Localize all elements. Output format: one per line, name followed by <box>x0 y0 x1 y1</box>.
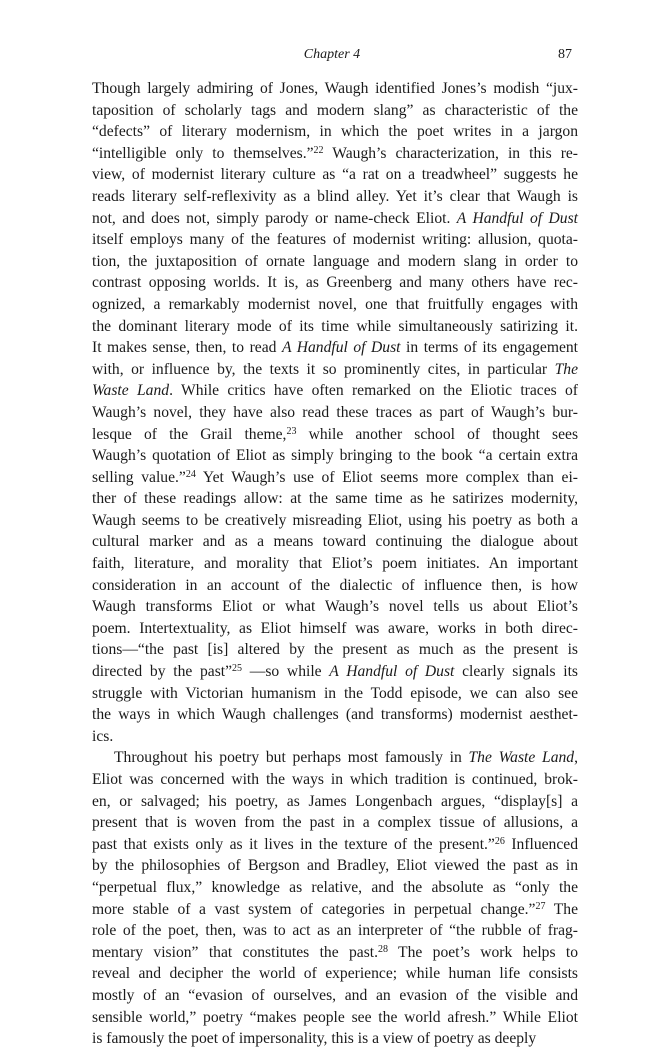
text-run: tions—“the past [is] altered by the present as much as the present is <box>92 641 578 659</box>
text-run: consideration in an account of the dialectic of influence then, is how <box>92 576 578 594</box>
text-run: reveal and decipher the world of experience; while human life consists <box>92 965 578 983</box>
text-line <box>92 812 578 834</box>
paragraph <box>92 747 578 1049</box>
text-line <box>92 661 578 683</box>
text-line <box>92 618 578 640</box>
text-line <box>92 251 578 273</box>
text-run: directed by the past” <box>92 663 233 681</box>
text-run: lesque of the Grail theme, <box>92 425 287 443</box>
text-run: Influenced <box>504 835 578 853</box>
text-run: “defects” of literary modernism, in which the poet writes in a jargon <box>92 123 578 141</box>
text-line <box>92 510 578 532</box>
paragraph <box>92 78 578 747</box>
text-line <box>92 294 578 316</box>
text-run: ther of these readings allow: at the same time as he satirizes modernity, <box>92 490 578 508</box>
text-run: Throughout his poetry but perhaps most famously in <box>114 749 469 767</box>
text-run: . While critics have often remarked on the Eliotic traces of <box>169 382 578 400</box>
text-line <box>92 488 578 510</box>
footnote-ref: 23 <box>286 425 297 437</box>
text-line <box>92 726 578 748</box>
text-line <box>92 683 578 705</box>
text-run: is famously the poet of impersonality, this is a view of poetry as deeply <box>92 1030 537 1048</box>
text-run: not, and does not, simply parody or name-check Eliot. <box>92 209 457 227</box>
text-line <box>92 402 578 424</box>
text-line <box>92 639 578 661</box>
text-run: Yet Waugh’s use of Eliot seems more complex than ei- <box>195 468 578 486</box>
text-line <box>92 899 578 921</box>
text-run: The poet’s work helps to <box>388 943 579 961</box>
text-line <box>92 877 578 899</box>
text-run: mostly of an “evasion of ourselves, and an evasion of the visible and <box>92 986 578 1004</box>
text-line <box>92 424 578 446</box>
text-run: present that is woven from the past in a complex tissue of allusions, a <box>92 814 578 832</box>
text-line <box>92 985 578 1007</box>
text-line <box>92 575 578 597</box>
text-line <box>92 747 578 769</box>
text-run: more stable of a vast system of categories in perpetual change.” <box>92 900 536 918</box>
text-run: Waugh’s quotation of Eliot as simply bringing to the book “a certain extra <box>92 447 578 465</box>
text-run: sensible world,” poetry “makes people see the world afresh.” While Eliot <box>92 1008 578 1026</box>
footnote-ref: 27 <box>535 900 546 912</box>
text-run: the dominant literary mode of its time while simultaneously satirizing it. <box>92 317 578 335</box>
text-run: past that exists only as it lives in the texture of the present.” <box>92 835 495 853</box>
text-line <box>92 704 578 726</box>
text-line <box>92 186 578 208</box>
text-line <box>92 164 578 186</box>
text-run: by the philosophies of Bergson and Bradley, Eliot viewed the past as in <box>92 857 578 875</box>
text-run: selling value.” <box>92 468 186 486</box>
text-run: contrast opposing worlds. It is, as Greenberg and many others have rec- <box>92 274 578 292</box>
text-line <box>92 359 578 381</box>
text-run: It makes sense, then, to read <box>92 339 282 357</box>
text-run: Waugh’s characterization, in this re- <box>323 144 578 162</box>
italic-title: The <box>554 360 578 378</box>
text-line <box>92 963 578 985</box>
text-line <box>92 920 578 942</box>
text-run: reads literary self-reflexivity as a blind alley. Yet it’s clear that Waugh is <box>92 187 578 205</box>
text-run: with, or influence by, the texts it so prominently cites, in particular <box>92 360 555 378</box>
italic-title: A Handful of Dust <box>281 339 401 357</box>
text-run: The <box>545 900 578 918</box>
text-run: clearly signals its <box>454 663 578 681</box>
text-run: cultural marker and as a means toward continuing the dialogue about <box>92 533 578 551</box>
text-line <box>92 1007 578 1029</box>
text-run: Waugh transforms Eliot or what Waugh’s novel tells us about Eliot’s <box>92 598 578 616</box>
text-run: —so while <box>242 663 330 681</box>
text-line <box>92 553 578 575</box>
text-run: , <box>574 749 578 767</box>
text-line <box>92 78 578 100</box>
footnote-ref: 25 <box>232 663 243 675</box>
italic-title: Waste Land <box>92 382 170 400</box>
text-run: “perpetual flux,” knowledge as relative, and the absolute as “only the <box>92 878 578 896</box>
text-run: tion, the juxtaposition of ornate language and modern slang in order to <box>92 252 578 270</box>
text-line <box>92 791 578 813</box>
italic-title: A Handful of Dust <box>456 209 578 227</box>
text-run: ics. <box>92 727 114 745</box>
text-run: Waugh’s novel, they have also read these traces as part of Waugh’s bur- <box>92 403 578 421</box>
text-run: ognized, a remarkably modernist novel, one that fruitfully engages with <box>92 295 578 313</box>
text-line <box>92 942 578 964</box>
text-line <box>92 272 578 294</box>
text-line <box>92 769 578 791</box>
text-run: Though largely admiring of Jones, Waugh identified Jones’s modish “jux- <box>92 80 578 97</box>
text-line <box>92 337 578 359</box>
text-run: Eliot was concerned with the ways in which tradition is continued, brok- <box>92 771 578 788</box>
italic-title: A Handful of Dust <box>329 663 455 681</box>
italic-title: The Waste Land <box>468 749 575 767</box>
text-line <box>92 1028 578 1050</box>
text-line <box>92 467 578 489</box>
text-line <box>92 380 578 402</box>
page-number: 87 <box>558 47 572 62</box>
footnote-ref: 28 <box>378 943 388 955</box>
body-text <box>92 78 578 1050</box>
text-run: mentary vision” that constitutes the past. <box>92 943 378 961</box>
text-run: struggle with Victorian humanism in the Todd episode, we can also see <box>92 684 578 702</box>
text-line <box>92 855 578 877</box>
text-line <box>92 208 578 230</box>
text-run: en, or salvaged; his poetry, as James Longenbach argues, “display[s] a <box>92 792 578 810</box>
text-line <box>92 121 578 143</box>
text-line <box>92 834 578 856</box>
text-run: itself employs many of the features of modernist writing: allusion, quota- <box>92 231 578 249</box>
text-run: faith, literature, and morality that Eliot’s poem initiates. An important <box>92 555 578 573</box>
text-line <box>92 316 578 338</box>
text-line <box>92 531 578 553</box>
running-head <box>92 47 572 67</box>
text-run: the ways in which Waugh challenges (and transforms) modernist aesthet- <box>92 706 578 724</box>
footnote-ref: 22 <box>313 144 324 156</box>
text-run: role of the poet, then, was to act as an interpreter of “the rubble of frag- <box>92 922 578 940</box>
chapter-title: Chapter 4 <box>303 47 361 62</box>
text-run: while another school of thought sees <box>296 425 579 443</box>
text-run: taposition of scholarly tags and modern slang” as characteristic of the <box>92 101 578 119</box>
text-run: view, of modernist literary culture as “a rat on a treadwheel” suggests he <box>92 166 578 184</box>
text-line <box>92 445 578 467</box>
text-run: poem. Intertextuality, as Eliot himself was aware, works in both direc- <box>92 619 578 637</box>
text-run: Waugh seems to be creatively misreading Eliot, using his poetry as both a <box>92 511 578 529</box>
text-line <box>92 100 578 122</box>
text-run: in terms of its engagement <box>400 339 578 357</box>
text-line <box>92 143 578 165</box>
text-line <box>92 229 578 251</box>
text-line <box>92 596 578 618</box>
text-run: “intelligible only to themselves.” <box>92 144 314 162</box>
footnote-ref: 24 <box>185 468 196 480</box>
footnote-ref: 26 <box>494 835 505 847</box>
